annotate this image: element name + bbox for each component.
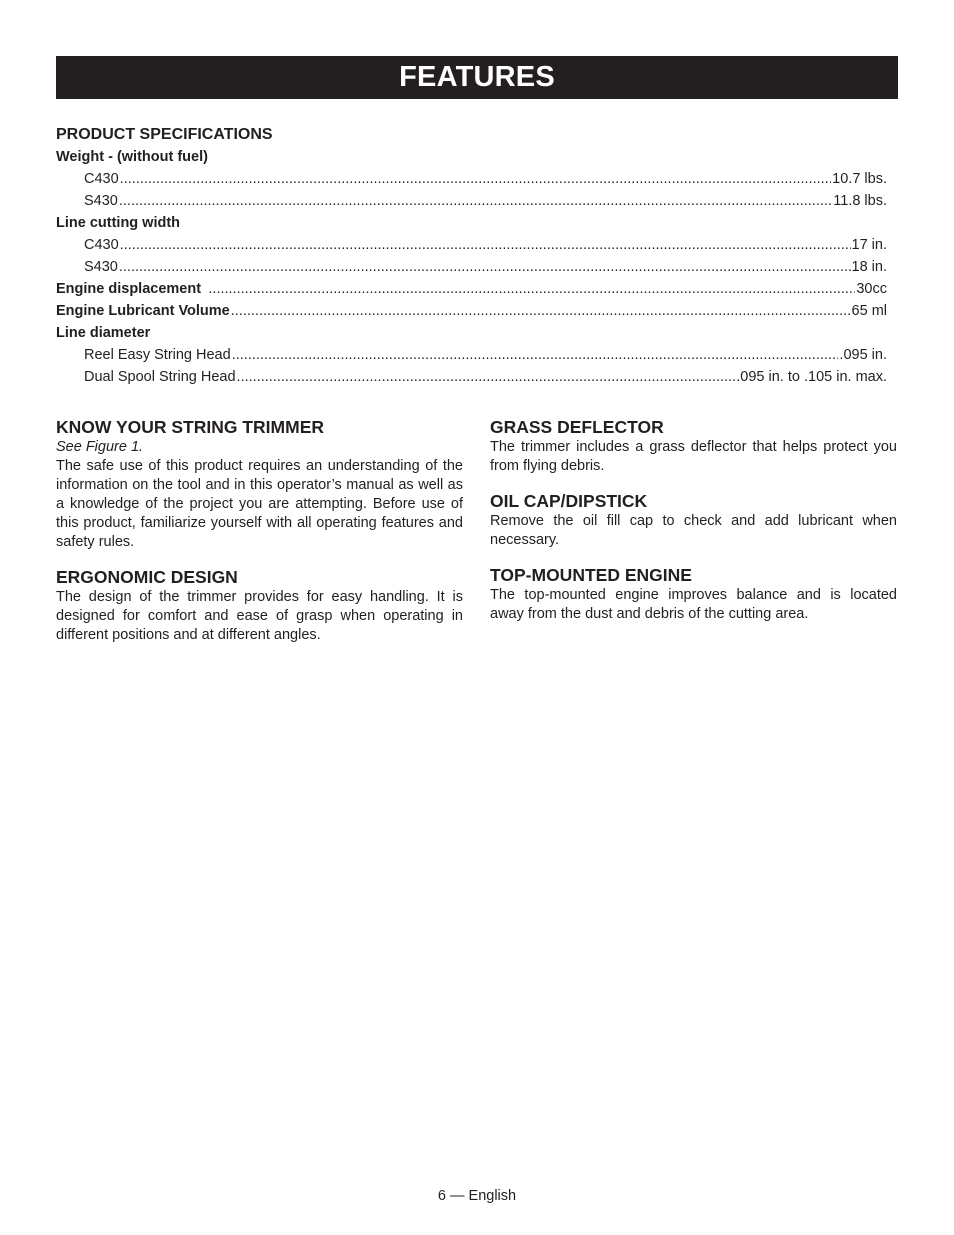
section-body: The trimmer includes a grass deflector that helps protect you from flying debris. [490,439,897,474]
dot-leader [237,366,736,388]
spec-row-weight-c430 [56,168,887,190]
dot-leader [120,234,851,256]
dot-leader [119,256,851,278]
spec-row-cutting-s430 [56,256,887,278]
section-heading: GRASS DEFLECTOR [490,417,664,437]
dot-leader [232,344,839,366]
section-heading: KNOW YOUR STRING TRIMMER [56,417,325,437]
spec-value: 65 ml [851,303,887,319]
spec-row-weight-s430 [56,190,887,212]
oil-cap-section [490,490,897,550]
spec-value: 11.8 lbs. [833,193,887,209]
top-mounted-engine-section [490,564,897,624]
grass-deflector-section [490,416,897,476]
right-column [490,416,897,638]
know-your-trimmer-section [56,416,463,552]
spec-row-reel-easy [56,344,887,366]
spec-row-dual-spool [56,366,887,388]
weight-heading: Weight - (without fuel) [56,149,208,165]
figure-reference: See Figure 1. [56,439,144,455]
spec-label: Engine Lubricant Volume [56,303,230,319]
specs-title: PRODUCT SPECIFICATIONS [56,126,273,143]
spec-label: S430 [84,259,118,275]
page-title: FEATURES [399,61,555,93]
spec-value: 30cc [856,281,887,297]
section-body: The design of the trimmer provides for easy handling. It is designed for comfort and ease of grasp when operating in different positions and at different angles. [56,589,463,643]
dot-leader [208,278,855,300]
spec-label: Engine displacement [56,281,202,297]
ergonomic-design-section [56,566,463,645]
spec-label: Reel Easy String Head [84,347,231,363]
spec-value: 10.7 lbs. [832,171,887,187]
section-heading: ERGONOMIC DESIGN [56,567,238,587]
spec-label: S430 [84,193,118,209]
product-specifications [56,124,887,388]
spec-value: 17 in. [851,237,887,253]
cutting-width-heading: Line cutting width [56,215,181,231]
spec-value: .095 in. [839,347,887,363]
spec-row-lubricant [56,300,887,322]
spec-label: Dual Spool String Head [84,369,236,385]
left-column [56,416,463,659]
section-body: Remove the oil fill cap to check and add lubricant when necessary. [490,513,897,548]
line-diameter-heading: Line diameter [56,325,151,341]
section-body: The safe use of this product requires an understanding of the information on the tool and in this operator’s manual as well as a knowledge of the project you are attempting. Before use of this product, familiarize yourself with all operating features and safety rules. [56,458,463,550]
spec-label: C430 [84,171,119,187]
spec-row-cutting-c430 [56,234,887,256]
page-footer: 6 — English [437,1188,517,1204]
spec-row-displacement [56,278,887,300]
spec-value: 18 in. [851,259,887,275]
section-body: The top-mounted engine improves balance and is located away from the dust and debris of the cutting area. [490,587,897,622]
dot-leader [119,190,832,212]
dot-leader [120,168,832,190]
section-heading: OIL CAP/DIPSTICK [490,491,648,511]
dot-leader [231,300,851,322]
spec-value: .095 in. to .105 in. max. [736,369,887,385]
features-banner [56,56,898,99]
spec-label: C430 [84,237,119,253]
section-heading: TOP-MOUNTED ENGINE [490,565,692,585]
